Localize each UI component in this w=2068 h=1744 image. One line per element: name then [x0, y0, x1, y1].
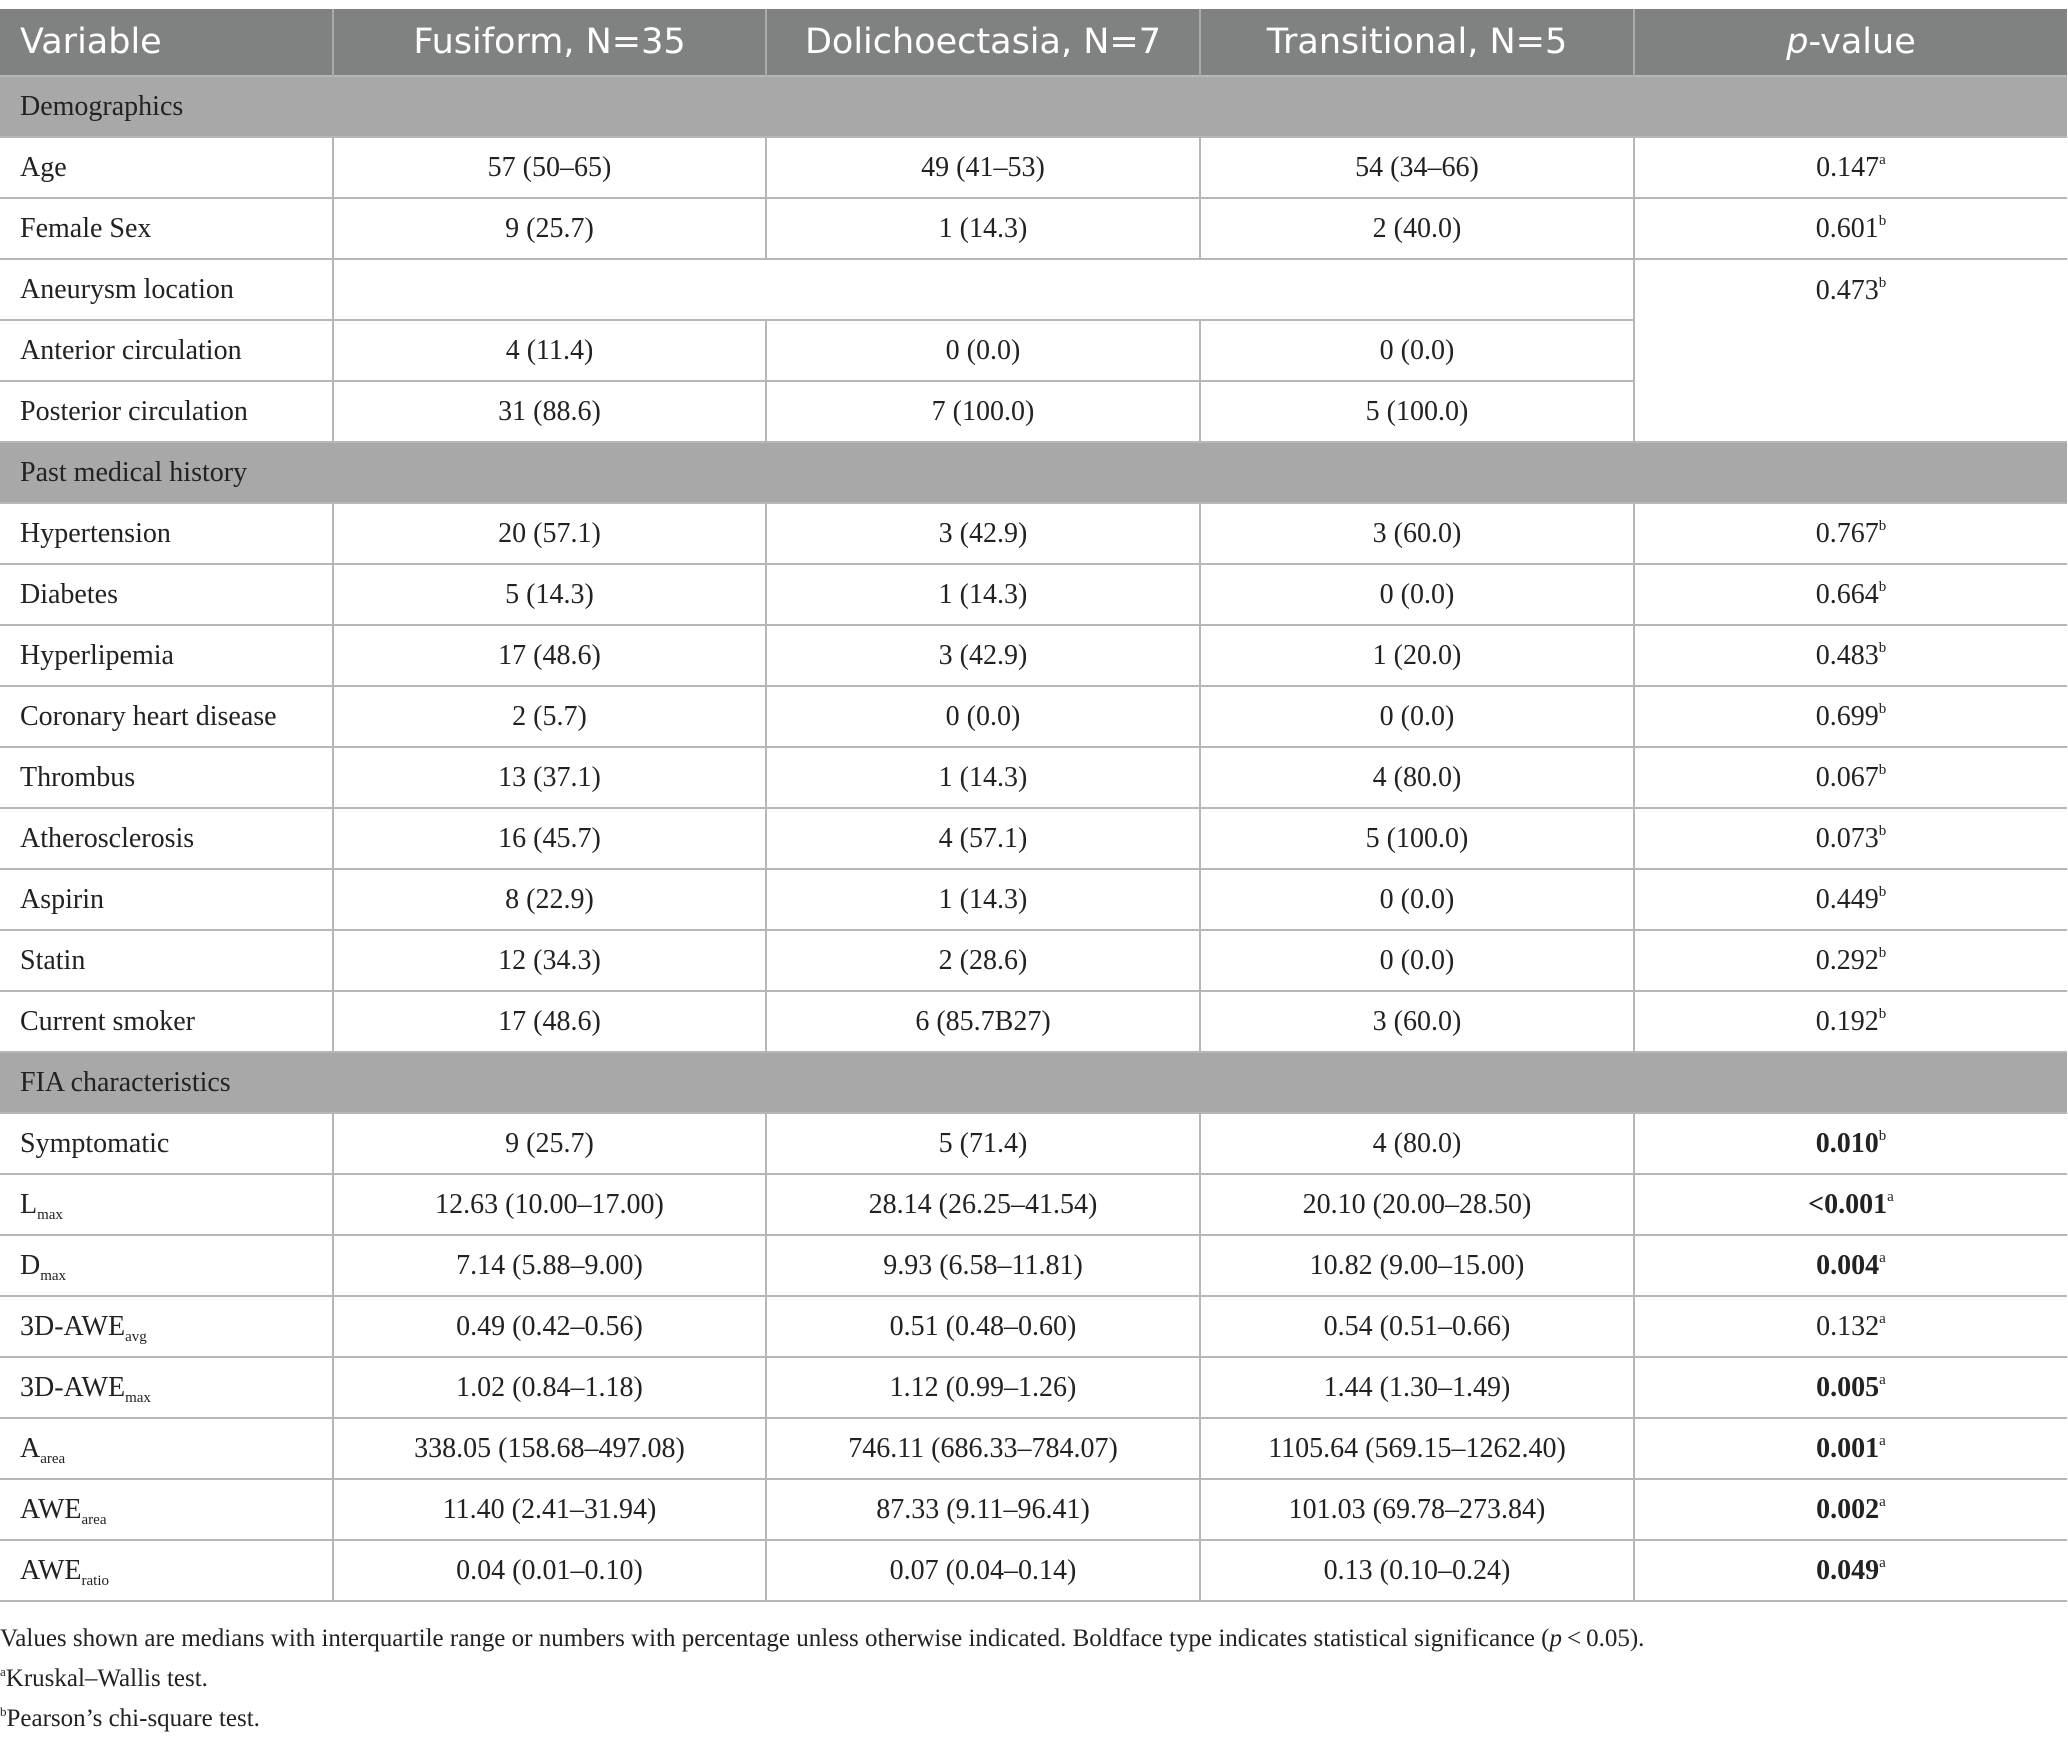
footnote-marker: b	[1878, 883, 1887, 900]
table-row	[0, 503, 2067, 564]
cell-pvalue	[1634, 686, 2067, 747]
row-label	[0, 1357, 333, 1418]
cell-pvalue	[1634, 808, 2067, 869]
table-row	[0, 1296, 2067, 1357]
row-label: Anterior circulation	[0, 320, 333, 381]
cell-fusiform: 20 (57.1)	[333, 503, 766, 564]
cell-fusiform: 338.05 (158.68–497.08)	[333, 1418, 766, 1479]
label-subscript: ratio	[81, 1572, 110, 1589]
label-subscript: area	[40, 1450, 66, 1467]
pvalue-text: 0.699	[1815, 700, 1879, 732]
cell-dolichoectasia: 0 (0.0)	[766, 686, 1200, 747]
cell-dolichoectasia: 87.33 (9.11–96.41)	[766, 1479, 1200, 1540]
cell-pvalue	[1634, 1479, 2067, 1540]
section-demographics: Demographics	[0, 76, 2067, 137]
results-table	[0, 9, 2067, 1602]
pvalue-text: 0.601	[1815, 212, 1879, 244]
cell-dolichoectasia: 6 (85.7B27)	[766, 991, 1200, 1052]
cell-dolichoectasia: 0.51 (0.48–0.60)	[766, 1296, 1200, 1357]
footnote-a-marker: a	[0, 1664, 6, 1679]
table-row	[0, 1357, 2067, 1418]
cell-transitional: 10.82 (9.00–15.00)	[1200, 1235, 1634, 1296]
row-label	[0, 1235, 333, 1296]
row-label: Hyperlipemia	[0, 625, 333, 686]
label-subscript: max	[40, 1267, 67, 1284]
cell-fusiform: 5 (14.3)	[333, 564, 766, 625]
cell-pvalue	[1634, 869, 2067, 930]
cell-pvalue	[1634, 1113, 2067, 1174]
header-pvalue	[1634, 9, 2067, 76]
cell-pvalue	[1634, 930, 2067, 991]
cell-dolichoectasia: 7 (100.0)	[766, 381, 1200, 442]
cell-transitional: 5 (100.0)	[1200, 381, 1634, 442]
cell-transitional: 4 (80.0)	[1200, 747, 1634, 808]
cell-pvalue	[1634, 991, 2067, 1052]
cell-transitional: 0 (0.0)	[1200, 686, 1634, 747]
cell-pvalue	[1634, 503, 2067, 564]
footnote-marker: b	[1878, 578, 1887, 595]
cell-transitional: 1105.64 (569.15–1262.40)	[1200, 1418, 1634, 1479]
footnote-main-text: Values shown are medians with interquartile range or numbers with percentage unless otherwise indicated. Boldface type indicates statistical significance (	[0, 1625, 1550, 1652]
cell-pvalue	[1634, 564, 2067, 625]
footnote-marker: a	[1879, 1493, 1886, 1510]
cell-dolichoectasia: 49 (41–53)	[766, 137, 1200, 198]
section-fia-characteristics: FIA characteristics	[0, 1052, 2067, 1113]
table-row	[0, 686, 2067, 747]
section-row	[0, 442, 2067, 503]
footnote-main-end: < 0.05).	[1562, 1625, 1645, 1652]
table-row	[0, 1479, 2067, 1540]
pvalue-text: 0.292	[1815, 944, 1879, 976]
cell-dolichoectasia: 1.12 (0.99–1.26)	[766, 1357, 1200, 1418]
cell-fusiform: 17 (48.6)	[333, 991, 766, 1052]
cell-pvalue	[1634, 137, 2067, 198]
header-pvalue-italic: p	[1786, 22, 1809, 62]
cell-fusiform: 9 (25.7)	[333, 198, 766, 259]
row-label: Symptomatic	[0, 1113, 333, 1174]
cell-fusiform: 31 (88.6)	[333, 381, 766, 442]
footnote-marker: b	[1878, 1127, 1887, 1144]
table-row	[0, 1113, 2067, 1174]
header-row	[0, 9, 2067, 76]
cell-pvalue	[1634, 259, 2067, 442]
table-row	[0, 1418, 2067, 1479]
footnote-marker: a	[1879, 1310, 1886, 1327]
pvalue-text-bold: 0.049	[1816, 1554, 1880, 1586]
table-row	[0, 930, 2067, 991]
cell-dolichoectasia: 5 (71.4)	[766, 1113, 1200, 1174]
pvalue-text: 0.473	[1815, 275, 1879, 306]
pvalue-text: 0.067	[1815, 761, 1879, 793]
row-label: Aspirin	[0, 869, 333, 930]
table-row	[0, 991, 2067, 1052]
cell-transitional: 0 (0.0)	[1200, 869, 1634, 930]
cell-fusiform: 2 (5.7)	[333, 686, 766, 747]
table-row	[0, 808, 2067, 869]
footnote-marker: b	[1878, 944, 1887, 961]
footnote-b	[0, 1704, 2060, 1734]
cell-dolichoectasia: 28.14 (26.25–41.54)	[766, 1174, 1200, 1235]
row-label: Current smoker	[0, 991, 333, 1052]
cell-transitional: 2 (40.0)	[1200, 198, 1634, 259]
table-row	[0, 137, 2067, 198]
row-label	[0, 1418, 333, 1479]
pvalue-text: 0.132	[1816, 1310, 1880, 1342]
cell-pvalue	[1634, 1418, 2067, 1479]
label-main: AWE	[20, 1493, 82, 1525]
cell-transitional: 54 (34–66)	[1200, 137, 1634, 198]
footnote-marker: a	[1879, 151, 1886, 168]
cell-fusiform: 13 (37.1)	[333, 747, 766, 808]
row-label: Atherosclerosis	[0, 808, 333, 869]
footnote-marker: a	[1879, 1554, 1886, 1571]
cell-transitional: 20.10 (20.00–28.50)	[1200, 1174, 1634, 1235]
cell-fusiform: 17 (48.6)	[333, 625, 766, 686]
cell-transitional: 3 (60.0)	[1200, 503, 1634, 564]
cell-pvalue	[1634, 1174, 2067, 1235]
footnote-marker: b	[1878, 212, 1887, 229]
pvalue-text-bold: <0.001	[1808, 1188, 1888, 1220]
cell-pvalue	[1634, 1357, 2067, 1418]
pvalue-text: 0.483	[1815, 639, 1879, 671]
cell-fusiform: 0.49 (0.42–0.56)	[333, 1296, 766, 1357]
section-past-medical-history: Past medical history	[0, 442, 2067, 503]
cell-dolichoectasia: 746.11 (686.33–784.07)	[766, 1418, 1200, 1479]
table-row	[0, 869, 2067, 930]
cell-fusiform: 0.04 (0.01–0.10)	[333, 1540, 766, 1601]
table-row	[0, 198, 2067, 259]
cell-dolichoectasia: 0.07 (0.04–0.14)	[766, 1540, 1200, 1601]
cell-dolichoectasia: 1 (14.3)	[766, 564, 1200, 625]
label-main: 3D-AWE	[20, 1371, 126, 1403]
row-label: Thrombus	[0, 747, 333, 808]
section-row	[0, 76, 2067, 137]
cell-transitional: 1.44 (1.30–1.49)	[1200, 1357, 1634, 1418]
cell-dolichoectasia: 9.93 (6.58–11.81)	[766, 1235, 1200, 1296]
section-row	[0, 1052, 2067, 1113]
footnote-marker: b	[1878, 517, 1887, 534]
header-transitional: Transitional, N=5	[1200, 9, 1634, 76]
cell-pvalue	[1634, 747, 2067, 808]
footnote-marker: b	[1878, 275, 1887, 291]
cell-transitional: 0 (0.0)	[1200, 320, 1634, 381]
pvalue-text: 0.192	[1815, 1005, 1879, 1037]
pvalue-text: 0.664	[1815, 578, 1879, 610]
cell-dolichoectasia: 2 (28.6)	[766, 930, 1200, 991]
cell-transitional: 0.13 (0.10–0.24)	[1200, 1540, 1634, 1601]
footnote-a	[0, 1664, 2060, 1694]
cell-pvalue	[1634, 1235, 2067, 1296]
cell-transitional: 0 (0.0)	[1200, 930, 1634, 991]
pvalue-text: 0.449	[1815, 883, 1879, 915]
label-subscript: max	[125, 1389, 151, 1406]
cell-dolichoectasia: 3 (42.9)	[766, 625, 1200, 686]
table-row	[0, 1540, 2067, 1601]
table-container	[0, 9, 2068, 1602]
row-label: Aneurysm location	[0, 259, 333, 320]
footnote-marker: b	[1878, 639, 1887, 656]
cell-fusiform: 8 (22.9)	[333, 869, 766, 930]
cell-dolichoectasia: 4 (57.1)	[766, 808, 1200, 869]
cell-fusiform: 57 (50–65)	[333, 137, 766, 198]
cell-dolichoectasia: 1 (14.3)	[766, 198, 1200, 259]
pvalue-text-bold: 0.010	[1815, 1127, 1879, 1159]
footnote-b-marker: b	[0, 1704, 7, 1719]
row-label: Hypertension	[0, 503, 333, 564]
cell-transitional: 0 (0.0)	[1200, 564, 1634, 625]
cell-fusiform: 9 (25.7)	[333, 1113, 766, 1174]
label-main: L	[20, 1188, 38, 1220]
footnote-marker: b	[1878, 822, 1887, 839]
row-label	[0, 1540, 333, 1601]
label-main: AWE	[20, 1554, 82, 1586]
footnote-main-p: p	[1549, 1625, 1562, 1652]
table-footnotes	[0, 1624, 2060, 1744]
cell-transitional: 0.54 (0.51–0.66)	[1200, 1296, 1634, 1357]
footnote-marker: a	[1879, 1371, 1886, 1388]
label-main: 3D-AWE	[20, 1310, 126, 1342]
header-variable: Variable	[0, 9, 333, 76]
row-label: Diabetes	[0, 564, 333, 625]
table-row	[0, 564, 2067, 625]
cell-pvalue	[1634, 1540, 2067, 1601]
footnote-main	[0, 1624, 2060, 1654]
cell-fusiform: 12 (34.3)	[333, 930, 766, 991]
pvalue-text: 0.767	[1815, 517, 1879, 549]
header-fusiform: Fusiform, N=35	[333, 9, 766, 76]
footnote-marker: b	[1878, 1005, 1887, 1022]
cell-dolichoectasia: 3 (42.9)	[766, 503, 1200, 564]
cell-fusiform: 12.63 (10.00–17.00)	[333, 1174, 766, 1235]
footnote-marker: b	[1878, 700, 1887, 717]
pvalue-text-bold: 0.004	[1816, 1249, 1880, 1281]
pvalue-text-bold: 0.005	[1816, 1371, 1880, 1403]
row-label	[0, 1296, 333, 1357]
row-label: Coronary heart disease	[0, 686, 333, 747]
table-row	[0, 1174, 2067, 1235]
footnote-a-text: Kruskal–Wallis test.	[5, 1665, 208, 1692]
row-label: Age	[0, 137, 333, 198]
cell-fusiform: 7.14 (5.88–9.00)	[333, 1235, 766, 1296]
footnote-marker: a	[1879, 1432, 1886, 1449]
cell-fusiform: 4 (11.4)	[333, 320, 766, 381]
cell-fusiform: 16 (45.7)	[333, 808, 766, 869]
row-label: Posterior circulation	[0, 381, 333, 442]
cell-fusiform: 11.40 (2.41–31.94)	[333, 1479, 766, 1540]
row-label: Female Sex	[0, 198, 333, 259]
cell-dolichoectasia: 0 (0.0)	[766, 320, 1200, 381]
row-label	[0, 1174, 333, 1235]
row-label	[0, 1479, 333, 1540]
header-dolichoectasia: Dolichoectasia, N=7	[766, 9, 1200, 76]
cell-transitional: 3 (60.0)	[1200, 991, 1634, 1052]
label-subscript: area	[81, 1511, 107, 1528]
cell-pvalue	[1634, 1296, 2067, 1357]
cell-pvalue	[1634, 198, 2067, 259]
cell-dolichoectasia: 1 (14.3)	[766, 869, 1200, 930]
table-row	[0, 747, 2067, 808]
header-pvalue-rest: -value	[1808, 22, 1916, 62]
pvalue-text-bold: 0.001	[1816, 1432, 1880, 1464]
label-main: D	[20, 1249, 41, 1281]
cell-transitional: 1 (20.0)	[1200, 625, 1634, 686]
label-main: A	[20, 1432, 41, 1464]
cell-pvalue	[1634, 625, 2067, 686]
table-row	[0, 1235, 2067, 1296]
row-label: Statin	[0, 930, 333, 991]
footnote-b-text: Pearson’s chi-square test.	[6, 1705, 260, 1732]
table-row	[0, 259, 2067, 320]
pvalue-text: 0.147	[1816, 151, 1880, 183]
cell-transitional: 101.03 (69.78–273.84)	[1200, 1479, 1634, 1540]
footnote-marker: b	[1878, 761, 1887, 778]
label-subscript: avg	[125, 1328, 147, 1345]
cell-fusiform: 1.02 (0.84–1.18)	[333, 1357, 766, 1418]
label-subscript: max	[37, 1206, 63, 1223]
cell-transitional: 5 (100.0)	[1200, 808, 1634, 869]
cell-merged-empty	[333, 259, 1634, 320]
pvalue-text: 0.073	[1815, 822, 1879, 854]
pvalue-text-bold: 0.002	[1816, 1493, 1880, 1525]
cell-dolichoectasia: 1 (14.3)	[766, 747, 1200, 808]
footnote-marker: a	[1879, 1249, 1886, 1266]
footnote-marker: a	[1887, 1188, 1894, 1205]
table-row	[0, 625, 2067, 686]
cell-transitional: 4 (80.0)	[1200, 1113, 1634, 1174]
